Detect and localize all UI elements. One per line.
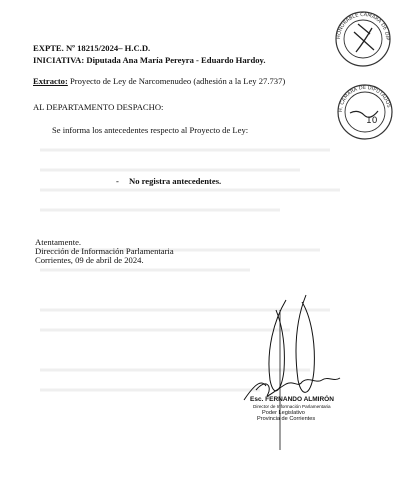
lugar-fecha-text: Corrientes, 09 de abril de 2024. bbox=[35, 255, 144, 265]
informa-paragraph: Se informa los antecedentes respecto al Proyecto de Ley: bbox=[52, 125, 249, 135]
svg-text:H. CÁMARA DE DIPUTADOS: H. CÁMARA DE DIPUTADOS bbox=[337, 84, 392, 113]
signatory-province: Provincia de Corrientes bbox=[257, 416, 316, 422]
signatory-title: Director de Información Parlamentaria bbox=[253, 404, 331, 409]
handwritten-signature bbox=[236, 290, 366, 455]
entry-seal-stamp bbox=[336, 83, 394, 141]
extracto-label: Extracto: bbox=[33, 76, 68, 86]
iniciativa-line: INICIATIVA: Diputada Ana María Pereyra - Eduardo Hardoy. bbox=[33, 55, 266, 65]
signatory-institution: Poder Legislativo bbox=[262, 410, 305, 416]
bullet-dash: - bbox=[116, 176, 119, 186]
departamento-heading: AL DEPARTAMENTO DESPACHO: bbox=[33, 102, 164, 112]
signatory-name: Esc. FERNANDO ALMIRÓN bbox=[250, 396, 334, 403]
no-registra-text: No registra antecedentes. bbox=[129, 176, 222, 186]
direccion-text: Dirección de Información Parlamentaria bbox=[35, 246, 174, 256]
seal-handwritten-number: 10 bbox=[366, 116, 378, 126]
extracto-text: Proyecto de Ley de Narcomenudeo (adhesión a la Ley 27.737) bbox=[67, 76, 286, 86]
official-seal-stamp bbox=[334, 10, 392, 68]
extracto-line bbox=[33, 77, 285, 86]
svg-text:HONORABLE CÁMARA DE DIPUTADOS: HONORABLE CÁMARA DE DIP bbox=[335, 11, 391, 41]
atentamente-text: Atentamente. bbox=[35, 237, 82, 247]
expediente-number: EXPTE. Nº 18215/2024– H.C.D. bbox=[33, 43, 151, 53]
